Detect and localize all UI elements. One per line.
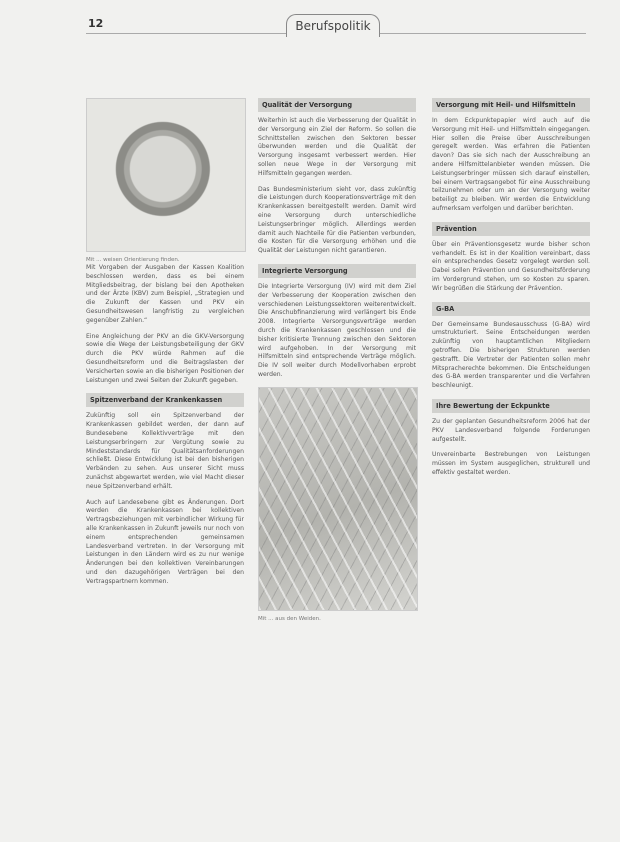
paragraph: Unvereinbarte Bestrebungen von Leistungen müssen im System ausgeglichen, strukturell und effektiv gestaltet werden. (432, 451, 590, 476)
willow-photo (258, 387, 418, 611)
paragraph: Eine Angleichung der PKV an die GKV-Versorgung sowie die Wege der Leistungsbeteiligung der GKV durch die PKV würde Rahmen auf die Gesundheitsreform und die Beitragslasten der Versicherten sowie an die bisherigen Positionen der Leistungen und zwei Seiten der Zukunft gegeben. (86, 332, 244, 384)
column-right (432, 98, 590, 485)
section-heading: G-BA (432, 302, 590, 316)
section-heading: Prävention (432, 222, 590, 236)
section-heading: Integrierte Versorgung (258, 264, 416, 278)
paragraph: Zukünftig soll ein Spitzenverband der Krankenkassen gebildet werden, der dann auf Bundesebene Kollektivverträge mit den Leistungserbringern zur Vergütung sowie zu Mindeststandards für Qualitätsanforderungen schließt. Diese Entwicklung ist bei den bisherigen Verbänden zu sehen. Aus unserer Sicht muss zunächst abgewartet werden, wie viel Macht dieser neue Spitzenverband erhält. (86, 412, 244, 490)
photo-caption: Mit ... aus den Weiden. (258, 615, 321, 622)
page-number: 12 (88, 17, 104, 30)
section-tab: Berufspolitik (286, 14, 380, 37)
paragraph: Mit Vorgaben der Ausgaben der Kassen Koalition beschlossen werden, dass es bei einem Mitgliedsbeitrag, der bislang bei den Apotheken und der Ärzte (KBV) zum Beispiel, „Strategien und die Zukunft der Kassen und PKV ein Gesundheitswesen langfristig zu vergleichen gegenüber Zahlen.“ (86, 264, 244, 324)
photo-caption: Mit ... weisen Orientierung finden. (86, 257, 180, 263)
compass-photo (86, 98, 246, 252)
section-heading: Spitzenverband der Krankenkassen (86, 393, 244, 407)
paragraph: In dem Eckpunktepapier wird auch auf die Versorgung mit Heil- und Hilfsmitteln eingegangen. Hier sollen die Preise über Ausschreibungen geregelt werden. Was erfahren die Patienten davon? Das sie sich nach der Ausschreibung an andere Hilfsmittelanbieter wenden müssen. Die Leistungserbringer müssen sich darauf einstellen, bei einem Vertragsangebot für eine Ausschreibung teilzunehmen oder um an der Versorgung weiter beteiligt zu bleiben. Wir werden die Entwicklung aufmerksam verfolgen und darüber berichten. (432, 117, 590, 212)
column-left (86, 98, 244, 594)
paragraph: Die Integrierte Versorgung (IV) wird mit dem Ziel der Verbesserung der Kooperation zwischen den verschiedenen Leistungssektoren weiterentwickelt. Die Anschubfinanzierung wird verlängert bis Ende 2008. Integrierte Versorgungsverträge werden durch die Krankenkassen geschlossen und die bisher kritisierte Trennung zwischen den Sektoren wird aufgehoben. In der Versorgung mit Hilfsmitteln sind entsprechende Verträge möglich. Die IV soll weiter durch Modellvorhaben erprobt werden. (258, 282, 416, 378)
paragraph: Über ein Präventionsgesetz wurde bisher schon verhandelt. Es ist in der Koalition vereinbart, dass ein entsprechendes Gesetz vorgelegt werden soll. Dabei sollen Prävention und Gesundheitsförderung im Vordergrund stehen, um so Kosten zu sparen. Wir begrüßen die Stärkung der Prävention. (432, 240, 590, 292)
column-middle (258, 98, 416, 623)
paragraph: Zu der geplanten Gesundheitsreform 2006 hat der PKV Landesverband folgende Forderungen aufgestellt. (432, 417, 590, 443)
paragraph: Weiterhin ist auch die Verbesserung der Qualität in der Versorgung ein Ziel der Reform. So sollen die Schnittstellen zwischen den Sektoren besser überwunden werden und die Qualität der Versorgung insgesamt verbessert werden. Hier sollen neue Wege in der Versorgung mit Hilfsmitteln gegangen werden. (258, 117, 416, 177)
section-heading: Versorgung mit Heil- und Hilfsmitteln (432, 98, 590, 112)
section-heading: Qualität der Versorgung (258, 98, 416, 112)
paragraph: Das Bundesministerium sieht vor, dass zukünftig die Leistungen durch Kooperationsverträge mit den Krankenkassen bereitgestellt werden. Damit wird eine Versorgung durch unterschiedliche Leistungserbringer möglich. Allerdings werden damit auch Nachteile für die Patienten verbunden, die Kosten für die Versorgung erhöhen und die Qualität der Leistungen nicht garantieren. (258, 185, 416, 255)
section-heading: Ihre Bewertung der Eckpunkte (432, 399, 590, 413)
paragraph: Auch auf Landesebene gibt es Änderungen. Dort werden die Krankenkassen bei kollektiven Vertragsbeziehungen mit verbindlicher Wirkung für alle Krankenkassen in Zukunft jeweils nur noch von einem entsprechenden gemeinsamen Landesverband vertreten. In der Versorgung mit Leistungen in den Ländern wird es zu nur wenige Änderungen bei den kollektiven Vereinbarungen und den dazugehörigen Verträgen bei den Vertragspartnern kommen. (86, 498, 244, 585)
paragraph: Der Gemeinsame Bundesausschuss (G-BA) wird umstrukturiert. Seine Entscheidungen werden zukünftig von hauptamtlichen Mitgliedern getroffen. Die bisherigen Strukturen werden gestrafft. Die Vertreter der Patienten sollen mehr Mitspracherechte bekommen. Die Entscheidungen des G-BA werden transparenter und die Verfahren beschleunigt. (432, 320, 590, 390)
